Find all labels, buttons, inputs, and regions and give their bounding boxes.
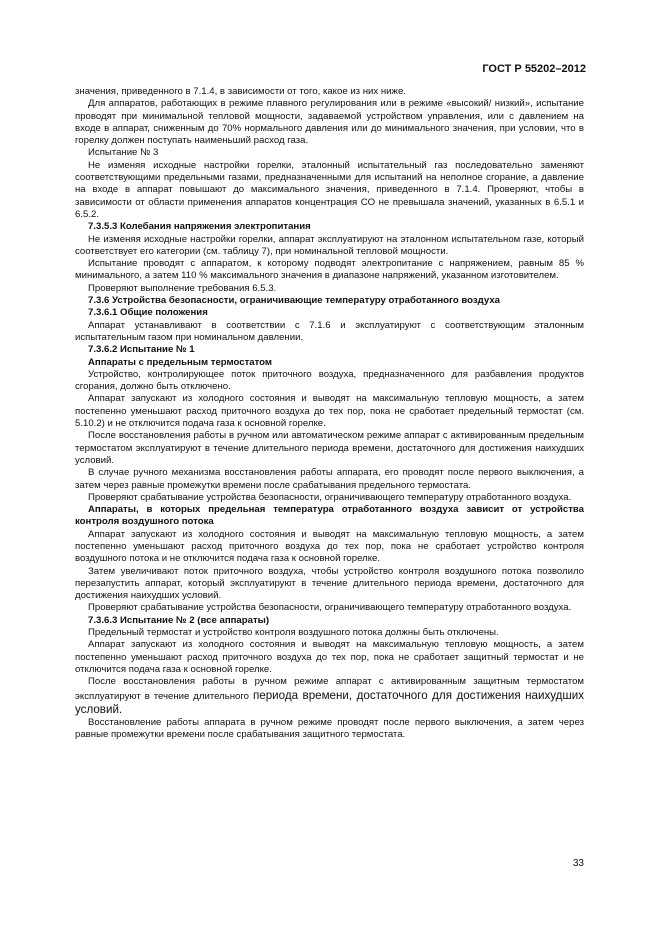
- paragraph: Затем увеличивают поток приточного воздуха, чтобы устройство контроля воздушного потока позволило перезапустить аппарат, который эксплуатируют в течение длительного периода времени, достаточного для достижения наихудших условий.: [75, 565, 584, 602]
- paragraph: Аппарат запускают из холодного состояния и выводят на максимальную тепловую мощность, а затем постепенно уменьшают расход приточного воздуха до тех пор, пока не сработает устройство контроля воздушного потока и не отключится подача газа к основной горелке.: [75, 528, 584, 565]
- paragraph: Не изменяя исходные настройки горелки, аппарат эксплуатируют на эталонном испытательном газе, который соответствует его категории (см. таблицу 7), при номинальной тепловой мощности.: [75, 233, 584, 257]
- paragraph: Устройство, контролирующее поток приточного воздуха, предназначенного для разбавления продуктов сгорания, должно быть отключено.: [75, 368, 584, 393]
- paragraph: Аппарат устанавливают в соответствии с 7.1.6 и эксплуатируют с соответствующим эталонным испытательным газом при номинальном давлении.: [75, 319, 584, 343]
- paragraph: Проверяют срабатывание устройства безопасности, ограничивающего температуру отработанного воздуха.: [88, 491, 572, 503]
- paragraph: Испытание № 3: [88, 147, 159, 159]
- section-heading: 7.3.6 Устройства безопасности, ограничивающие температуру отработанного воздуха: [88, 295, 500, 307]
- section-heading: 7.3.5.3 Колебания напряжения электропитания: [88, 221, 311, 233]
- paragraph-text-large: периода времени, достаточного для достижения наихудших условий.: [75, 688, 584, 716]
- page-number: 33: [572, 858, 584, 869]
- section-heading: 7.3.6.2 Испытание № 1: [88, 344, 195, 356]
- paragraph: Проверяют срабатывание устройства безопасности, ограничивающего температуру отработанного воздуха.: [88, 602, 572, 614]
- paragraph: Не изменяя исходные настройки горелки, эталонный испытательный газ последовательно заменяют соответствующими предельными газами, предназначенными для испытаний на неполное сгорание, а давление на входе в аппарат повышают до максимального значения, приведенного в 7.1.4. Проверяют, чтобы в зависимости от области применения аппаратов концентрация CO не превышала значений, указанных в 6.5.1 и 6.5.2.: [75, 159, 584, 220]
- paragraph: Для аппаратов, работающих в режиме плавного регулирования или в режиме «высокий/ низкий», испытание проводят при минимальной тепловой мощности, задаваемой устройством управления, или с давлением на входе в аппарат, сниженным до 70% нормального давления или до минимального значения, при условии, что в горелку должен поступать наименьший расход газа.: [75, 98, 584, 147]
- document-header: ГОСТ Р 55202–2012: [482, 63, 586, 75]
- paragraph-text: После восстановления работы в ручном режиме аппарат с активированным защитным термостатом эксплуатируют в течение длительного: [75, 676, 584, 702]
- section-heading: 7.3.6.1 Общие положения: [88, 307, 208, 319]
- paragraph: Испытание проводят с аппаратом, к которому подводят электропитание с напряжением, равным 85 % минимального, а затем 110 % максимального значения в диапазоне напряжений, указанном изготовителем.: [75, 258, 584, 282]
- section-heading: 7.3.6.3 Испытание № 2 (все аппараты): [88, 614, 270, 626]
- paragraph: значения, приведенного в 7.1.4, в зависимости от того, какое из них ниже.: [75, 86, 406, 97]
- paragraph: Проверяют выполнение требования 6.5.3.: [88, 282, 277, 294]
- paragraph: После восстановления работы в ручном или автоматическом режиме аппарат с активированным предельным термостатом эксплуатируют в течение длительного периода времени, достаточного для достижения наихудших условий.: [75, 430, 584, 466]
- subsection-heading: Аппараты, в которых предельная температура отработанного воздуха зависит от устройства контроля воздушного потока: [75, 504, 584, 528]
- paragraph: Восстановление работы аппарата в ручном режиме проводят после первого выключения, а затем через равные промежутки времени после срабатывания защитного термостата.: [75, 717, 584, 741]
- paragraph: Предельный термостат и устройство контроля воздушного потока должны быть отключены.: [88, 627, 499, 639]
- paragraph: Аппарат запускают из холодного состояния и выводят на максимальную тепловую мощность, а затем постепенно уменьшают расход приточного воздуха до тех пор, пока не сработает предельный термостат (см. 5.10.2) и не отключится подача газа к основной горелке.: [75, 393, 584, 430]
- paragraph: [75, 676, 584, 717]
- document-body: [75, 86, 584, 742]
- paragraph: В случае ручного механизма восстановления работы аппарата, его проводят после первого выключения, а затем через равные промежутки времени после срабатывания предельного термостата.: [75, 467, 584, 491]
- paragraph: Аппарат запускают из холодного состояния и выводят на максимальную тепловую мощность, а затем постепенно уменьшают расход приточного воздуха до тех пор, пока не сработает защитный термостат и не отключится подача газа к основной горелке.: [75, 639, 584, 675]
- subsection-heading: Аппараты с предельным термостатом: [88, 356, 273, 368]
